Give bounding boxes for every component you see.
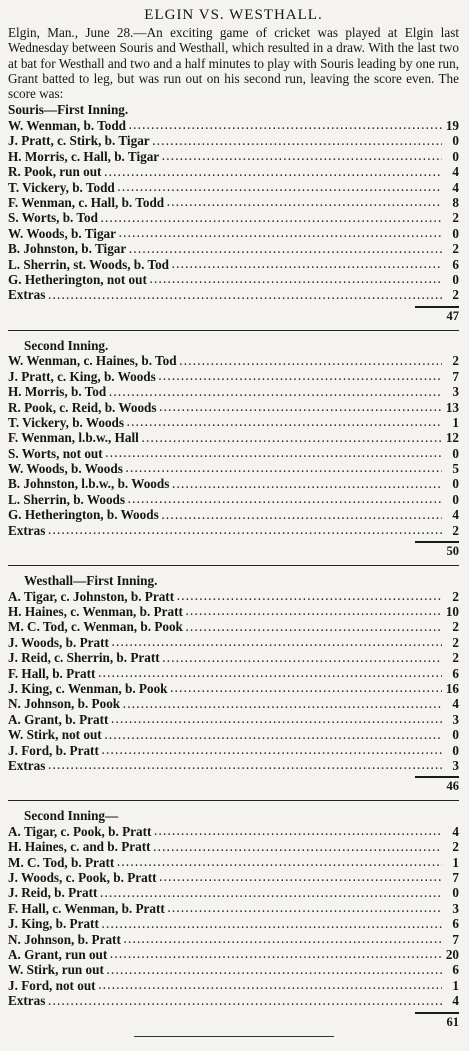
batsman-entry: H. Morris, b. Tod [8,384,107,400]
batting-row [8,855,459,870]
headline: ELGIN VS. WESTHALL. [144,7,323,23]
batting-row [8,696,459,711]
batsman-entry: F. Wenman, c. Hall, b. Todd [8,195,165,211]
dot-leader [142,434,442,446]
batsman-entry: W. Woods, b. Woods [8,461,123,477]
runs-score: 2 [452,241,459,257]
closing-rule [134,1036,334,1037]
runs-score: 19 [445,118,459,134]
batsman-entry: S. Worts, not out [8,445,103,461]
section-separator [8,565,459,566]
batting-row [8,476,459,491]
batting-row [8,180,459,195]
dot-leader [123,700,442,712]
dot-leader [128,495,442,507]
batsman-entry: T. Vickery, b. Todd [8,179,115,195]
batsman-entry: B. Johnston, l.b.w., b. Woods [8,476,170,492]
runs-score: 0 [452,476,459,492]
batting-row [8,523,459,538]
batsman-entry: J. Woods, b. Pratt [8,634,109,650]
batting-row [8,932,459,947]
batsman-entry: J. King, c. Wenman, b. Pook [8,680,168,696]
inning-section [8,573,459,794]
runs-score: 2 [452,210,459,226]
batting-row [8,133,459,148]
batting-row [8,978,459,993]
dot-leader [129,121,442,133]
dot-leader [102,920,442,932]
dot-leader [154,843,443,855]
runs-score: 7 [452,931,459,947]
batting-row [8,589,459,604]
dot-leader [171,684,443,696]
runs-score: 12 [445,430,459,446]
inning-section [8,102,459,323]
batsman-entry: H. Haines, c. and b. Pratt [8,839,151,855]
batting-row [8,353,459,368]
batsman-entry: Extras [8,993,46,1009]
runs-score: 3 [452,757,459,773]
batting-row [8,226,459,241]
batsman-entry: B. Johnston, b. Tigar [8,241,127,257]
batsman-entry: A. Tigar, c. Pook, b. Pratt [8,823,152,839]
runs-score: 4 [452,993,459,1009]
dot-leader [48,526,442,538]
section-separator [8,800,459,801]
runs-score: 0 [452,491,459,507]
batsman-entry: W. Woods, b. Tigar [8,225,116,241]
batsman-entry: J. Woods, c. Pook, b. Pratt [8,870,157,886]
dot-leader [48,761,442,773]
dot-leader [167,198,442,210]
inning-title: Westhall—First Inning. [24,573,158,589]
dot-leader [99,981,442,993]
dot-leader [110,950,442,962]
batting-row [8,164,459,179]
dot-leader [118,183,442,195]
runs-score: 1 [452,414,459,430]
dot-leader [129,245,442,257]
runs-score: 0 [452,148,459,164]
inning-total: 47 [446,308,459,323]
batting-row [8,993,459,1008]
batting-row [8,635,459,650]
batting-row [8,492,459,507]
inning-title: Second Inning. [24,337,109,353]
runs-score: 4 [452,696,459,712]
runs-score: 4 [452,179,459,195]
runs-score: 7 [452,368,459,384]
batting-row [8,430,459,445]
batting-row [8,916,459,931]
inning-title: Second Inning— [24,808,119,824]
dot-leader [126,464,442,476]
runs-score: 20 [445,947,459,963]
runs-score: 4 [452,164,459,180]
dot-leader [160,873,443,885]
runs-score: 2 [452,650,459,666]
runs-score: 2 [452,353,459,369]
dot-leader [48,997,442,1009]
batting-row [8,650,459,665]
batsman-entry: M. C. Tod, c. Wenman, b. Pook [8,619,183,635]
runs-score: 0 [452,133,459,149]
dot-leader [124,935,442,947]
runs-score: 2 [452,634,459,650]
dot-leader [112,638,442,650]
batsman-entry: W. Stirk, run out [8,962,104,978]
batsman-entry: W. Wenman, c. Haines, b. Tod [8,353,177,369]
batsman-entry: A. Grant, run out [8,947,108,963]
dot-leader [48,291,442,303]
runs-score: 2 [452,522,459,538]
inning-total: 61 [446,1014,459,1029]
batsman-entry: A. Tigar, c. Johnston, b. Pratt [8,588,175,604]
batting-row [8,287,459,302]
runs-score: 4 [452,507,459,523]
dot-leader [100,889,442,901]
dot-leader [160,403,442,415]
batsman-entry: H. Morris, c. Hall, b. Tigar [8,148,160,164]
batsman-entry: A. Grant, b. Pratt [8,711,109,727]
batting-row [8,195,459,210]
runs-score: 0 [452,885,459,901]
batsman-entry: J. Reid, c. Sherrin, b. Pratt [8,650,160,666]
batting-row [8,369,459,384]
batsman-entry: F. Hall, c. Wenman, b. Pratt [8,900,165,916]
batting-row [8,384,459,399]
dot-leader [150,275,442,287]
batsman-entry: R. Pook, run out [8,164,102,180]
batsman-entry: L. Sherrin, st. Woods, b. Tod [8,256,169,272]
batting-row [8,824,459,839]
dot-leader [163,654,442,666]
runs-score: 6 [452,665,459,681]
dot-leader [127,418,442,430]
dot-leader [186,607,442,619]
runs-score: 6 [452,962,459,978]
batting-row [8,901,459,916]
dot-leader [162,152,442,164]
batsman-entry: H. Haines, c. Wenman, b. Pratt [8,604,183,620]
batsman-entry: J. Reid, b. Pratt [8,885,98,901]
batting-row [8,870,459,885]
batsman-entry: R. Pook, c. Reid, b. Woods [8,399,157,415]
dot-leader [98,669,442,681]
batting-row [8,461,459,476]
batsman-entry: S. Worts, b. Tod [8,210,98,226]
batting-row [8,210,459,225]
runs-score: 1 [452,854,459,870]
batsman-entry: J. Ford, b. Pratt [8,742,99,758]
runs-score: 3 [452,900,459,916]
batting-row [8,743,459,758]
runs-score: 0 [452,445,459,461]
runs-score: 0 [452,727,459,743]
dot-leader [111,715,442,727]
batsman-entry: J. Pratt, c. Stirk, b. Tigar [8,133,150,149]
dot-leader [119,229,442,241]
batting-row [8,446,459,461]
runs-score: 1 [452,977,459,993]
batting-row [8,885,459,900]
batting-row [8,947,459,962]
dot-leader [105,731,442,743]
dot-leader [109,388,442,400]
batsman-entry: J. Pratt, c. King, b. Woods [8,368,156,384]
dot-leader [172,260,442,272]
dot-leader [106,449,442,461]
inning-section [8,808,459,1029]
batting-row [8,619,459,634]
batting-row [8,272,459,287]
batting-row [8,415,459,430]
batting-row [8,400,459,415]
scorecard [8,102,459,1029]
runs-score: 0 [452,225,459,241]
dot-leader [102,746,442,758]
runs-score: 6 [452,916,459,932]
dot-leader [101,214,442,226]
dot-leader [186,623,442,635]
dot-leader [162,511,442,523]
batsman-entry: F. Wenman, l.b.w., Hall [8,430,139,446]
dot-leader [117,858,442,870]
runs-score: 5 [452,461,459,477]
runs-score: 6 [452,256,459,272]
runs-score: 2 [452,619,459,635]
batsman-entry: N. Johnson, b. Pratt [8,931,121,947]
runs-score: 16 [445,680,459,696]
batting-row [8,241,459,256]
batsman-entry: J. King, b. Pratt [8,916,99,932]
dot-leader [104,168,442,180]
batsman-entry: Extras [8,757,46,773]
runs-score: 2 [452,287,459,303]
inning-total: 50 [446,544,459,559]
batting-row [8,727,459,742]
batsman-entry: G. Hetherington, b. Woods [8,507,159,523]
batting-row [8,604,459,619]
runs-score: 4 [452,823,459,839]
batting-row [8,118,459,133]
runs-score: 10 [445,604,459,620]
runs-score: 8 [452,195,459,211]
runs-score: 3 [452,711,459,727]
batsman-entry: J. Ford, not out [8,977,96,993]
batting-row [8,507,459,522]
batsman-entry: T. Vickery, b. Woods [8,414,125,430]
dot-leader [168,904,442,916]
section-separator [8,330,459,331]
batting-row [8,666,459,681]
batsman-entry: M. C. Tod, b. Pratt [8,854,115,870]
batting-row [8,149,459,164]
runs-score: 13 [445,399,459,415]
inning-total: 46 [446,779,459,794]
dot-leader [107,966,442,978]
batting-row [8,839,459,854]
batsman-entry: Extras [8,287,46,303]
runs-score: 2 [452,839,459,855]
batsman-entry: G. Hetherington, not out [8,271,147,287]
dot-leader [153,137,442,149]
runs-score: 3 [452,384,459,400]
dot-leader [159,372,442,384]
dot-leader [177,592,442,604]
batting-row [8,681,459,696]
runs-score: 2 [452,588,459,604]
batsman-entry: W. Stirk, not out [8,727,102,743]
batting-row [8,758,459,773]
batsman-entry: W. Wenman, b. Todd [8,118,127,134]
intro-paragraph: Elgin, Man., June 28.—An exciting game of cricket was played at Elgin last Wednesday between Souris and Westhall, which resulted in a draw. With the last two at bat for Westhall and two and a half minutes to play with Souris leading by one run, Grant batted to leg, but was run out on his second run, leaving the score even. The score was: [8,25,459,102]
batsman-entry: F. Hall, b. Pratt [8,665,96,681]
inning-title: Souris—First Inning. [8,102,129,118]
runs-score: 0 [452,742,459,758]
runs-score: 7 [452,870,459,886]
inning-section [8,338,459,559]
batsman-entry: L. Sherrin, b. Woods [8,491,126,507]
batting-row [8,712,459,727]
dot-leader [154,827,442,839]
batsman-entry: Extras [8,522,46,538]
batting-row [8,962,459,977]
runs-score: 0 [452,271,459,287]
dot-leader [180,357,442,369]
batting-row [8,257,459,272]
dot-leader [172,480,442,492]
batsman-entry: N. Johnson, b. Pook [8,696,121,712]
